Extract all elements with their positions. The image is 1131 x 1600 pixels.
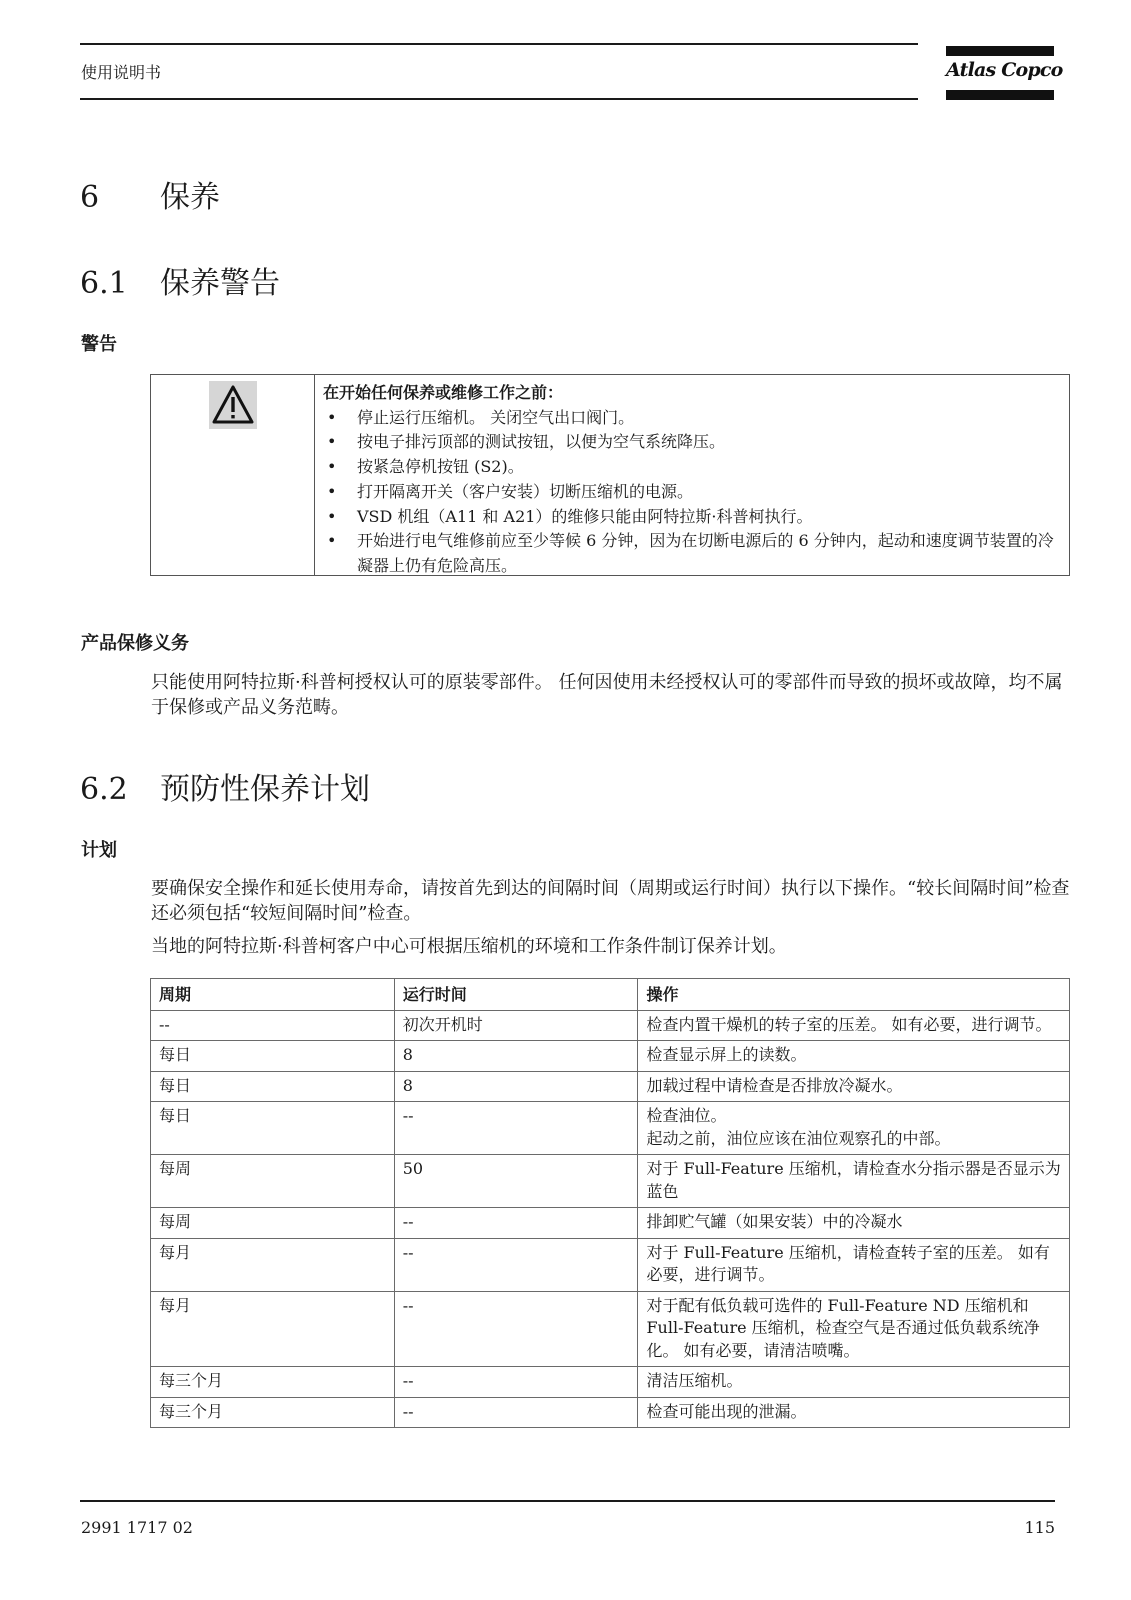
cell-action: 清洁压缩机。 bbox=[638, 1367, 1070, 1398]
header-rule-bottom bbox=[80, 98, 918, 100]
warning-icon-cell bbox=[151, 375, 315, 575]
warning-item: • 停止运行压缩机。 关闭空气出口阀门。 bbox=[323, 406, 1061, 431]
cell-running-hours: 8 bbox=[394, 1041, 638, 1072]
table-row bbox=[151, 1155, 1070, 1208]
cell-action: 检查显示屏上的读数。 bbox=[638, 1041, 1070, 1072]
cell-running-hours: -- bbox=[394, 1208, 638, 1239]
header-period: 周期 bbox=[151, 979, 395, 1011]
cell-running-hours: 50 bbox=[394, 1155, 638, 1208]
cell-running-hours: -- bbox=[394, 1291, 638, 1367]
cell-running-hours: -- bbox=[394, 1397, 638, 1428]
cell-period: 每日 bbox=[151, 1041, 395, 1072]
header-running-hours: 运行时间 bbox=[394, 979, 638, 1011]
cell-action: 检查内置干燥机的转子室的压差。 如有必要，进行调节。 bbox=[638, 1010, 1070, 1041]
atlas-copco-logo bbox=[946, 46, 1063, 102]
table-row bbox=[151, 1397, 1070, 1428]
cell-running-hours: -- bbox=[394, 1367, 638, 1398]
cell-running-hours: 初次开机时 bbox=[394, 1010, 638, 1041]
warning-heading: 警告 bbox=[81, 334, 117, 355]
cell-period: 每三个月 bbox=[151, 1397, 395, 1428]
cell-period: -- bbox=[151, 1010, 395, 1041]
cell-action: 检查油位。 起动之前，油位应该在油位观察孔的中部。 bbox=[638, 1102, 1070, 1155]
cell-action: 排卸贮气罐（如果安装）中的冷凝水 bbox=[638, 1208, 1070, 1239]
cell-period: 每月 bbox=[151, 1291, 395, 1367]
warning-item: • 按紧急停机按钮 (S2)。 bbox=[323, 455, 1061, 480]
cell-running-hours: -- bbox=[394, 1102, 638, 1155]
cell-action: 加载过程中请检查是否排放冷凝水。 bbox=[638, 1071, 1070, 1102]
warning-box bbox=[150, 374, 1070, 576]
table-row bbox=[151, 1208, 1070, 1239]
cell-action: 对于配有低负载可选件的 Full-Feature ND 压缩机和 Full-Feature 压缩机，检查空气是否通过低负载系统净化。 如有必要，请清洁喷嘴。 bbox=[638, 1291, 1070, 1367]
section-6-2-heading: 6.2 预防性保养计划 bbox=[80, 772, 370, 807]
footer-rule bbox=[80, 1500, 1055, 1502]
warning-item: • 开始进行电气维修前应至少等候 6 分钟，因为在切断电源后的 6 分钟内，起动和速度调节装置的冷凝器上仍有危险高压。 bbox=[323, 529, 1061, 578]
cell-period: 每日 bbox=[151, 1102, 395, 1155]
warranty-heading: 产品保修义务 bbox=[81, 633, 189, 654]
section-6-heading: 6 保养 bbox=[80, 180, 220, 215]
cell-action: 对于 Full-Feature 压缩机，请检查水分指示器是否显示为蓝色 bbox=[638, 1155, 1070, 1208]
page-number: 115 bbox=[1024, 1518, 1055, 1537]
header-rule-top bbox=[80, 43, 918, 45]
warning-item: • 按电子排污顶部的测试按钮，以便为空气系统降压。 bbox=[323, 430, 1061, 455]
cell-period: 每三个月 bbox=[151, 1367, 395, 1398]
plan-text-1: 要确保安全操作和延长使用寿命，请按首先到达的间隔时间（周期或运行时间）执行以下操作。“较长间隔时间”检查还必须包括“较短间隔时间”检查。 bbox=[151, 878, 1070, 924]
cell-period: 每周 bbox=[151, 1155, 395, 1208]
section-6-1-heading: 6.1 保养警告 bbox=[80, 266, 280, 301]
table-row bbox=[151, 1291, 1070, 1367]
plan-text-2: 当地的阿特拉斯·科普柯客户中心可根据压缩机的环境和工作条件制订保养计划。 bbox=[151, 936, 787, 957]
maintenance-schedule-table bbox=[150, 978, 1070, 1428]
warning-item: • VSD 机组（A11 和 A21）的维修只能由阿特拉斯·科普柯执行。 bbox=[323, 505, 1061, 530]
warning-triangle-icon bbox=[209, 381, 257, 429]
document-number: 2991 1717 02 bbox=[81, 1518, 193, 1537]
cell-running-hours: 8 bbox=[394, 1071, 638, 1102]
table-row bbox=[151, 1041, 1070, 1072]
warning-lead: 在开始任何保养或维修工作之前： bbox=[323, 383, 564, 402]
header-action: 操作 bbox=[638, 979, 1070, 1011]
table-row bbox=[151, 1102, 1070, 1155]
warranty-text: 只能使用阿特拉斯·科普柯授权认可的原装零部件。 任何因使用未经授权认可的零部件而导致的损坏或故障，均不属于保修或产品义务范畴。 bbox=[151, 672, 1063, 718]
table-body bbox=[151, 1010, 1070, 1428]
warning-list bbox=[323, 406, 1061, 579]
cell-running-hours: -- bbox=[394, 1238, 638, 1291]
cell-period: 每周 bbox=[151, 1208, 395, 1239]
warning-item: • 打开隔离开关（客户安装）切断压缩机的电源。 bbox=[323, 480, 1061, 505]
cell-action: 检查可能出现的泄漏。 bbox=[638, 1397, 1070, 1428]
plan-heading: 计划 bbox=[81, 840, 117, 861]
cell-period: 每日 bbox=[151, 1071, 395, 1102]
table-row bbox=[151, 1010, 1070, 1041]
cell-action: 对于 Full-Feature 压缩机，请检查转子室的压差。 如有必要，进行调节。 bbox=[638, 1238, 1070, 1291]
header-title: 使用说明书 bbox=[81, 63, 162, 82]
table-row bbox=[151, 1238, 1070, 1291]
cell-period: 每月 bbox=[151, 1238, 395, 1291]
table-header-row bbox=[151, 979, 1070, 1011]
warning-text bbox=[315, 375, 1069, 575]
table-row bbox=[151, 1367, 1070, 1398]
logo-text: Atlas Copco bbox=[946, 59, 1063, 81]
table-row bbox=[151, 1071, 1070, 1102]
